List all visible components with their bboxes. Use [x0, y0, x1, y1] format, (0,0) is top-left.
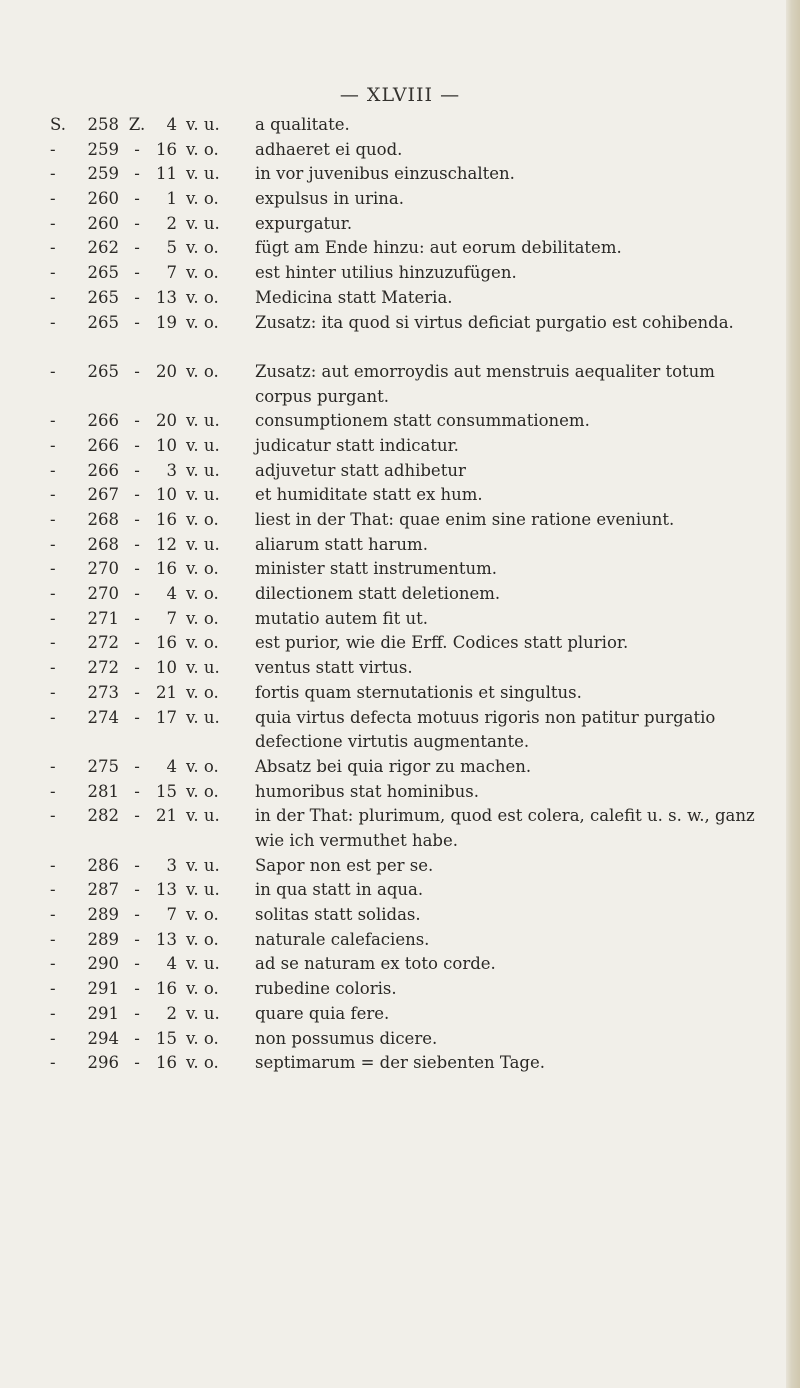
line-number: 13 [156, 287, 177, 307]
line-direction: v. o. [186, 559, 219, 579]
correction-text: non possumus dicere. [255, 1028, 438, 1048]
errata-row [0, 508, 800, 533]
correction-text: judicatur statt indicatur. [255, 435, 459, 455]
page-number: 272 [87, 658, 119, 678]
line-prefix: - [134, 1003, 140, 1023]
line-prefix: - [134, 781, 140, 801]
line-direction: v. u. [186, 658, 220, 678]
correction-text: rubedine coloris. [255, 979, 397, 999]
line-direction: v. o. [186, 905, 219, 925]
page-number: 275 [87, 756, 119, 776]
line-prefix: - [134, 435, 140, 455]
correction-text: liest in der That: quae enim sine ratione eveniunt. [255, 510, 675, 530]
page-prefix: - [50, 682, 56, 702]
errata-row [0, 483, 800, 508]
page-prefix: - [50, 855, 56, 875]
page-prefix: - [50, 559, 56, 579]
correction-text: in qua statt in aqua. [255, 880, 424, 900]
line-prefix: - [134, 905, 140, 925]
page-number: 294 [87, 1028, 119, 1048]
correction-text: expulsus in urina. [255, 189, 404, 209]
line-direction: v. o. [186, 139, 219, 159]
page-number: 265 [87, 287, 119, 307]
line-number: 4 [166, 115, 177, 134]
correction-text: et humiditate statt ex hum. [255, 485, 483, 505]
line-prefix: - [134, 287, 140, 307]
page-number: 271 [87, 608, 119, 628]
page-prefix: - [50, 411, 56, 431]
line-prefix: - [134, 1053, 140, 1073]
line-number: 3 [166, 855, 177, 875]
errata-row [0, 212, 800, 237]
line-number: 10 [156, 485, 177, 505]
page-prefix: - [50, 435, 56, 455]
line-number: 1 [166, 189, 177, 209]
page-number: 286 [87, 855, 119, 875]
correction-text: est purior, wie die Erff. Codices statt plurior. [255, 633, 629, 653]
line-direction: v. u. [186, 1003, 220, 1023]
errata-row [0, 1027, 800, 1052]
correction-text: fügt am Ende hinzu: aut eorum debilitatem. [255, 238, 622, 258]
line-prefix: - [134, 510, 140, 530]
line-prefix: - [134, 238, 140, 258]
errata-row [0, 977, 800, 1002]
errata-row [0, 113, 800, 138]
page-prefix: - [50, 485, 56, 505]
errata-row [0, 607, 800, 632]
line-direction: v. u. [186, 460, 220, 480]
correction-text: Medicina statt Materia. [255, 287, 453, 307]
line-prefix: - [134, 929, 140, 949]
page-number: 266 [87, 435, 119, 455]
errata-row [0, 755, 800, 780]
page-prefix: - [50, 510, 56, 530]
errata-row [0, 878, 800, 903]
line-number: 10 [156, 658, 177, 678]
line-direction: v. o. [186, 1028, 219, 1048]
correction-text: mutatio autem fit ut. [255, 608, 428, 628]
page-prefix: - [50, 460, 56, 480]
page-prefix: - [50, 139, 56, 159]
line-direction: v. o. [186, 510, 219, 530]
page-prefix: - [50, 1053, 56, 1073]
errata-row [0, 533, 800, 558]
line-direction: v. o. [186, 263, 219, 283]
page-number: 289 [87, 929, 119, 949]
line-prefix: - [134, 213, 140, 233]
errata-row [0, 854, 800, 879]
page-number: 290 [87, 954, 119, 974]
correction-text: septimarum = der siebenten Tage. [255, 1053, 545, 1073]
page-prefix: - [50, 929, 56, 949]
errata-row [0, 582, 800, 607]
correction-text: solitas statt solidas. [255, 905, 421, 925]
correction-text: expurgatur. [255, 213, 353, 233]
line-direction: v. o. [186, 189, 219, 209]
errata-row [0, 236, 800, 261]
page-prefix: - [50, 584, 56, 604]
line-prefix: - [134, 534, 140, 554]
page-number: 267 [87, 485, 119, 505]
line-direction: v. u. [186, 485, 220, 505]
correction-text: a qualitate. [255, 115, 350, 134]
page-number: 268 [87, 510, 119, 530]
correction-text: Sapor non est per se. [255, 855, 434, 875]
page-number: 265 [87, 361, 119, 381]
errata-row [0, 928, 800, 953]
errata-row [0, 557, 800, 582]
page-number: 259 [87, 164, 119, 184]
page-prefix: - [50, 534, 56, 554]
line-direction: v. o. [186, 1053, 219, 1073]
line-prefix: - [134, 460, 140, 480]
errata-row [0, 162, 800, 187]
errata-row [0, 804, 800, 853]
line-direction: v. u. [186, 115, 220, 134]
line-direction: v. o. [186, 238, 219, 258]
page-prefix: - [50, 979, 56, 999]
line-prefix: - [134, 411, 140, 431]
page-prefix: - [50, 905, 56, 925]
page-number: 265 [87, 263, 119, 283]
correction-text: consumptionem statt consummationem. [255, 411, 590, 431]
line-direction: v. u. [186, 411, 220, 431]
correction-text: aliarum statt harum. [255, 534, 428, 554]
line-number: 15 [156, 781, 177, 801]
correction-text: quia virtus defecta motuus rigoris non patitur purgatio defectione virtutis augmentante. [255, 707, 716, 752]
errata-row [0, 656, 800, 681]
line-number: 2 [166, 1003, 177, 1023]
line-number: 5 [166, 238, 177, 258]
line-prefix: - [134, 1028, 140, 1048]
errata-row [0, 409, 800, 434]
line-direction: v. u. [186, 707, 220, 727]
line-number: 16 [156, 1053, 177, 1073]
correction-text: adhaeret ei quod. [255, 139, 403, 159]
page-number: 266 [87, 460, 119, 480]
line-direction: v. o. [186, 682, 219, 702]
errata-row [0, 311, 800, 360]
page-prefix: S. [50, 115, 66, 134]
page-prefix: - [50, 806, 56, 826]
line-number: 16 [156, 633, 177, 653]
line-direction: v. o. [186, 979, 219, 999]
line-number: 13 [156, 880, 177, 900]
page-prefix: - [50, 658, 56, 678]
page-prefix: - [50, 238, 56, 258]
line-number: 15 [156, 1028, 177, 1048]
errata-list [0, 113, 800, 1076]
errata-row [0, 706, 800, 755]
errata-row [0, 903, 800, 928]
page-prefix: - [50, 707, 56, 727]
correction-text: ad se naturam ex toto corde. [255, 954, 496, 974]
line-direction: v. u. [186, 954, 220, 974]
correction-text: quare quia fere. [255, 1003, 390, 1023]
page-number: 296 [87, 1053, 119, 1073]
line-direction: v. o. [186, 287, 219, 307]
page-number: 268 [87, 534, 119, 554]
line-prefix: - [134, 880, 140, 900]
page-number: 291 [87, 979, 119, 999]
page-prefix: - [50, 954, 56, 974]
line-number: 4 [166, 584, 177, 604]
line-direction: v. o. [186, 361, 219, 381]
errata-row [0, 780, 800, 805]
line-number: 17 [156, 707, 177, 727]
page-prefix: - [50, 781, 56, 801]
line-direction: v. o. [186, 584, 219, 604]
line-number: 7 [166, 608, 177, 628]
page-number: 281 [87, 781, 119, 801]
line-number: 19 [156, 312, 177, 332]
correction-text: fortis quam sternutationis et singultus. [255, 682, 582, 702]
line-number: 12 [156, 534, 177, 554]
line-prefix: - [134, 608, 140, 628]
line-direction: v. u. [186, 435, 220, 455]
correction-text: naturale calefaciens. [255, 929, 430, 949]
line-direction: v. o. [186, 929, 219, 949]
page-number: 262 [87, 238, 119, 258]
line-direction: v. o. [186, 781, 219, 801]
errata-row [0, 1051, 800, 1076]
page-number: 289 [87, 905, 119, 925]
errata-row [0, 286, 800, 311]
page-prefix: - [50, 1003, 56, 1023]
correction-text: est hinter utilius hinzuzufügen. [255, 263, 517, 283]
line-prefix: - [134, 189, 140, 209]
page-number: 274 [87, 707, 119, 727]
page-prefix: - [50, 880, 56, 900]
line-prefix: - [134, 584, 140, 604]
line-prefix: - [134, 559, 140, 579]
correction-text: humoribus stat hominibus. [255, 781, 479, 801]
line-prefix: - [134, 682, 140, 702]
line-prefix: - [134, 954, 140, 974]
line-prefix: - [134, 633, 140, 653]
errata-row [0, 1002, 800, 1027]
page-prefix: - [50, 1028, 56, 1048]
errata-row [0, 434, 800, 459]
correction-text: Zusatz: aut emorroydis aut menstruis aequaliter totum corpus purgant. [255, 361, 715, 406]
page-number: 266 [87, 411, 119, 431]
line-number: 7 [166, 905, 177, 925]
correction-text: minister statt instrumentum. [255, 559, 497, 579]
page-number: 260 [87, 213, 119, 233]
correction-text: adjuvetur statt adhibetur [255, 460, 466, 480]
line-number: 11 [156, 164, 177, 184]
page-number: 260 [87, 189, 119, 209]
line-number: 16 [156, 979, 177, 999]
line-prefix: - [134, 361, 140, 381]
line-number: 16 [156, 139, 177, 159]
page-number: 265 [87, 312, 119, 332]
correction-text: in der That: plurimum, quod est colera, calefit u. s. w., ganz wie ich vermuthet habe. [255, 806, 755, 850]
line-direction: v. u. [186, 213, 220, 233]
line-number: 13 [156, 929, 177, 949]
line-prefix: - [134, 979, 140, 999]
line-number: 20 [156, 361, 177, 381]
line-direction: v. u. [186, 806, 220, 826]
line-direction: v. u. [186, 534, 220, 554]
line-number: 3 [166, 460, 177, 480]
page-number: 259 [87, 139, 119, 159]
correction-text: ventus statt virtus. [255, 658, 413, 678]
line-prefix: - [134, 485, 140, 505]
page-prefix: - [50, 312, 56, 332]
line-number: 7 [166, 263, 177, 283]
line-direction: v. u. [186, 880, 220, 900]
line-direction: v. u. [186, 855, 220, 875]
line-prefix: - [134, 263, 140, 283]
page-header: — XLVIII — [339, 84, 461, 106]
line-number: 10 [156, 435, 177, 455]
page-number: 291 [87, 1003, 119, 1023]
line-direction: v. o. [186, 633, 219, 653]
line-prefix: - [134, 707, 140, 727]
line-direction: v. o. [186, 608, 219, 628]
page-prefix: - [50, 756, 56, 776]
line-number: 20 [156, 411, 177, 431]
line-number: 2 [166, 213, 177, 233]
errata-row [0, 360, 800, 409]
line-number: 21 [156, 682, 177, 702]
page-prefix: - [50, 263, 56, 283]
line-direction: v. o. [186, 756, 219, 776]
line-prefix: Z. [128, 115, 146, 134]
errata-row [0, 631, 800, 656]
line-number: 21 [156, 806, 177, 826]
correction-text: dilectionem statt deletionem. [255, 584, 501, 604]
line-number: 4 [166, 954, 177, 974]
correction-text: Absatz bei quia rigor zu machen. [255, 756, 532, 776]
errata-row [0, 261, 800, 286]
page-prefix: - [50, 189, 56, 209]
line-prefix: - [134, 855, 140, 875]
errata-row [0, 681, 800, 706]
page-prefix: - [50, 164, 56, 184]
line-prefix: - [134, 164, 140, 184]
errata-row [0, 138, 800, 163]
page-prefix: - [50, 608, 56, 628]
page-number: 282 [87, 806, 119, 826]
page-number: 270 [87, 584, 119, 604]
page-number: 273 [87, 682, 119, 702]
line-direction: v. o. [186, 312, 219, 332]
errata-row [0, 187, 800, 212]
line-prefix: - [134, 139, 140, 159]
line-number: 16 [156, 559, 177, 579]
page-number: 287 [87, 880, 119, 900]
page-prefix: - [50, 287, 56, 307]
line-direction: v. u. [186, 164, 220, 184]
errata-row [0, 459, 800, 484]
page-number: 258 [87, 115, 119, 134]
line-number: 4 [166, 756, 177, 776]
line-number: 16 [156, 510, 177, 530]
correction-text: in vor juvenibus einzuschalten. [255, 164, 515, 184]
correction-text: Zusatz: ita quod si virtus deficiat purgatio est cohibenda. [255, 312, 734, 332]
page-number: 270 [87, 559, 119, 579]
line-prefix: - [134, 658, 140, 678]
line-prefix: - [134, 806, 140, 826]
page-prefix: - [50, 213, 56, 233]
page-number: 272 [87, 633, 119, 653]
line-prefix: - [134, 312, 140, 332]
line-prefix: - [134, 756, 140, 776]
page-prefix: - [50, 633, 56, 653]
errata-row [0, 952, 800, 977]
page-prefix: - [50, 361, 56, 381]
